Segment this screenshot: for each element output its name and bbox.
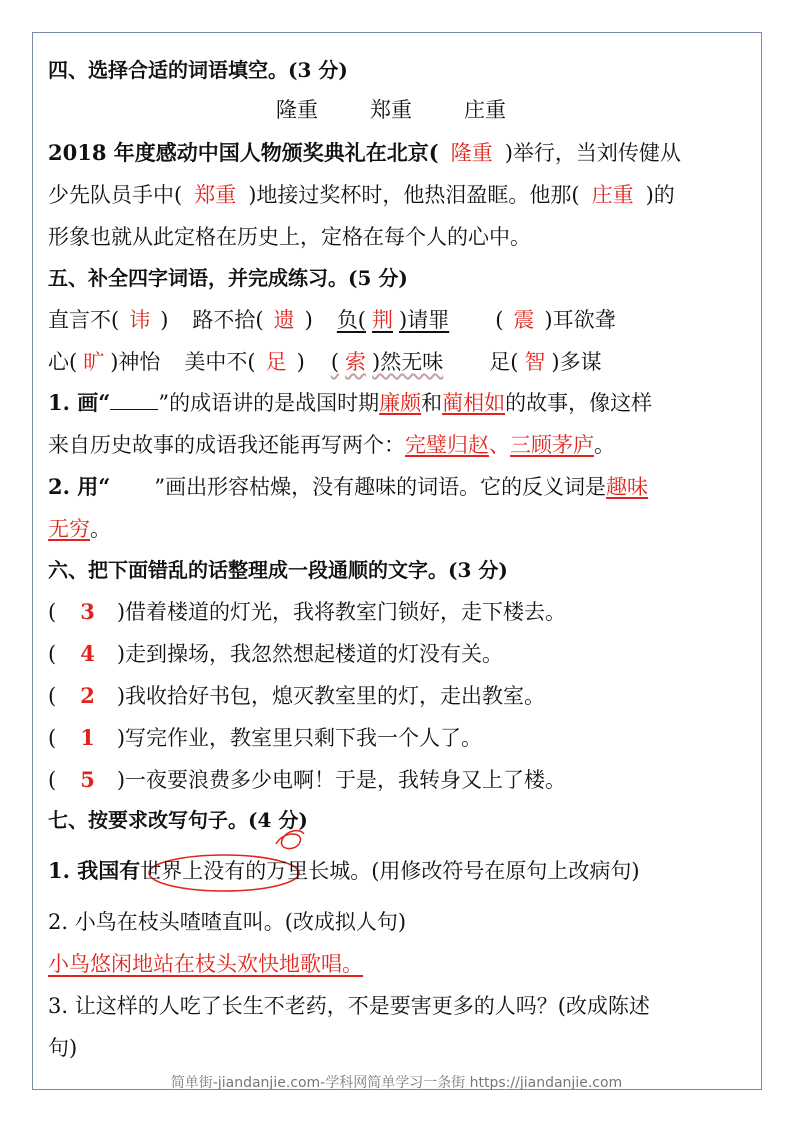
answer-lianpo: 廉颇 xyxy=(379,391,422,415)
order-text: )我收拾好书包，熄灭教室里的灯，走出教室。 xyxy=(116,684,546,708)
idiom-text: ( xyxy=(495,308,504,332)
option-3: 庄重 xyxy=(464,98,506,122)
idiom-answer: 旷 xyxy=(83,350,105,374)
idiom-answer: 遗 xyxy=(273,308,295,332)
section-7-title: 七、按要求改写句子。(4 分) xyxy=(48,808,308,832)
idiom-text: 足( xyxy=(489,350,519,374)
s7-q1 xyxy=(48,856,640,886)
s7-q3-line-2: 句) xyxy=(48,1036,78,1060)
answer-1: 隆重 xyxy=(450,141,493,165)
idiom-text: )多谋 xyxy=(551,350,602,374)
s4-para-line-3: 形象也就从此定格在历史上，定格在每个人的心中。 xyxy=(48,225,531,249)
answer-idiom-2: 三顾茅庐 xyxy=(510,433,594,457)
order-number: 5 xyxy=(80,767,95,792)
idiom-text: ( xyxy=(330,350,340,374)
paren: ( xyxy=(48,726,57,750)
idiom-text: )神怡 xyxy=(110,350,161,374)
order-text: )借着楼道的灯光，我将教室门锁好，走下楼去。 xyxy=(116,600,567,624)
answer-personification: 小鸟悠闲地站在枝头欢快地歌唱。 xyxy=(48,952,363,976)
q-text: ”画出形容枯燥，没有趣味的词语。它的反义词是 xyxy=(154,475,607,499)
s4-text: )举行，当刘传健从 xyxy=(504,141,681,165)
answer-antonym: 趣味 xyxy=(606,475,649,499)
idiom-answer: 索 xyxy=(345,350,367,374)
order-number: 3 xyxy=(80,599,95,624)
idiom-text: ) xyxy=(296,350,305,374)
idiom-text: )请罪 xyxy=(399,308,450,332)
q-text: 。 xyxy=(594,433,615,457)
idiom-text: ) xyxy=(304,308,313,332)
s7-q2: 2. 小鸟在枝头喳喳直叫。(改成拟人句) xyxy=(48,910,407,934)
answer-2: 郑重 xyxy=(194,183,237,207)
paren: ( xyxy=(48,684,57,708)
s7-q2-answer xyxy=(48,949,377,979)
s4-text: 2018 年度感动中国人物颁奖典礼在北京( xyxy=(48,140,439,165)
answer-antonym-cont: 无穷 xyxy=(48,517,90,541)
s4-text: )地接过奖杯时，他热泪盈眶。他那( xyxy=(248,183,580,207)
idiom-answer: 足 xyxy=(265,350,287,374)
separator: 、 xyxy=(489,433,510,457)
q-text: 和 xyxy=(421,391,443,415)
s4-text: 少先队员手中( xyxy=(48,183,183,207)
s7-q3-line-1: 3. 让这样的人吃了长生不老药，不是要害更多的人吗？(改成陈述 xyxy=(48,994,650,1018)
idiom-text: )然无味 xyxy=(372,350,444,374)
paren: ( xyxy=(48,768,57,792)
idiom-text: 负( xyxy=(336,308,367,332)
idiom-text: 直言不( xyxy=(48,308,120,332)
idiom-answer: 震 xyxy=(513,308,535,332)
idiom-text: 美中不( xyxy=(184,350,256,374)
order-text: )一夜要浪费多少电啊！于是，我转身又上了楼。 xyxy=(116,768,567,792)
idiom-text: 心( xyxy=(48,350,78,374)
q-text: 。 xyxy=(90,517,111,541)
q-text: 来自历史故事的成语我还能再写两个： xyxy=(48,433,405,457)
option-1: 隆重 xyxy=(276,98,318,122)
order-text: )写完作业，教室里只剩下我一个人了。 xyxy=(116,726,483,750)
q-text: 1. 我国有 xyxy=(48,858,141,883)
s4-text: )的 xyxy=(645,183,675,207)
footer-watermark: 简单街-jiandanjie.com-学科网简单学习一条街 https://jiandanjie.com xyxy=(170,1075,623,1091)
paren: ( xyxy=(48,600,57,624)
q-text: 万里长城。(用修改符号在原句上改病句) xyxy=(266,859,640,883)
q-text: 2. 用“ xyxy=(48,474,111,499)
answer-idiom-1: 完璧归赵 xyxy=(405,433,489,457)
idiom-text: ) xyxy=(160,308,169,332)
section-5-title: 五、补全四字词语，并完成练习。(5 分) xyxy=(48,266,408,290)
idiom-text: 路不拾( xyxy=(192,308,264,332)
order-text: )走到操场，我忽然想起楼道的灯没有关。 xyxy=(116,642,504,666)
idiom-text: )耳欲聋 xyxy=(544,308,616,332)
section-6-title: 六、把下面错乱的话整理成一段通顺的文字。(3 分) xyxy=(48,558,508,582)
idiom-answer: 讳 xyxy=(129,308,151,332)
delete-loop-mark xyxy=(276,831,304,849)
order-number: 2 xyxy=(80,683,95,708)
q-text: 的故事，像这样 xyxy=(505,391,653,415)
answer-3: 庄重 xyxy=(591,183,634,207)
q-text: 1. 画“ xyxy=(48,390,111,415)
q-text: ”的成语讲的是战国时期 xyxy=(158,391,380,415)
section-4-title: 四、选择合适的词语填空。(3 分) xyxy=(48,58,348,82)
idiom-answer: 荆 xyxy=(372,308,394,332)
paren: ( xyxy=(48,642,57,666)
circled-phrase: 世界上没有的 xyxy=(140,859,267,883)
order-number: 1 xyxy=(80,725,95,750)
answer-linxiangru: 蔺相如 xyxy=(442,391,506,415)
idiom-answer: 智 xyxy=(524,350,546,374)
order-number: 4 xyxy=(80,641,95,666)
option-2: 郑重 xyxy=(370,98,412,122)
